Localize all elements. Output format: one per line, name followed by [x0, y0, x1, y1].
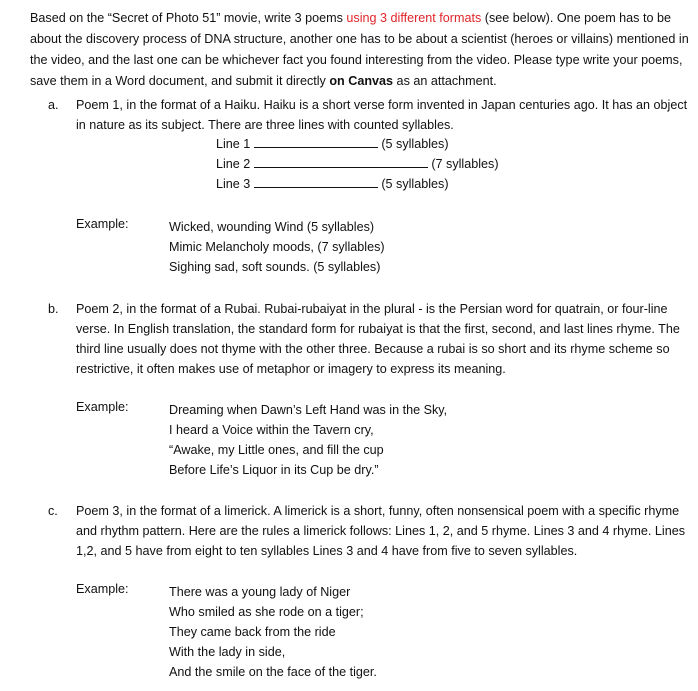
example-line: And the smile on the face of the tiger. [169, 665, 377, 679]
example-label-a: Example: [76, 217, 129, 231]
example-line: Before Life’s Liquor in its Cup be dry.” [169, 463, 379, 477]
haiku-line-label: Line 3 [216, 177, 251, 191]
example-c [169, 582, 377, 682]
intro-text-middle: (see below). One poem has to be about the discovery process of DNA structure, another one has to be about a scientist (heroes or villains) mentioned in the video, and the last one can be whichever fact you found interesting from the video. Please type write your poems, save them in a Word document, and submit it directly [30, 11, 689, 88]
example-line: Dreaming when Dawn’s Left Hand was in the Sky, [169, 403, 448, 417]
intro-highlight: using 3 different formats [346, 11, 482, 25]
section-b-marker: b. [48, 302, 59, 316]
example-label-c: Example: [76, 582, 129, 596]
example-line: With the lady in side, [169, 645, 286, 659]
haiku-line-note: (5 syllables) [381, 137, 449, 151]
haiku-line-note: (5 syllables) [381, 177, 449, 191]
example-a [169, 217, 385, 277]
blank-line [254, 135, 378, 148]
haiku-line-row-3 [216, 175, 449, 195]
section-c-marker: c. [48, 504, 58, 518]
example-line: I heard a Voice within the Tavern cry, [169, 423, 374, 437]
section-c-text: Poem 3, in the format of a limerick. A limerick is a short, funny, often nonsensical poem with a specific rhyme and rhythm pattern. Here are the rules a limerick follows: Lines 1, 2, and 5 rhyme. Lines 3 and 4 rhyme. Lines 1,2, and 5 have from eight to ten syllables Lines 3 and 4 have from five to seven syllables. [76, 504, 686, 558]
intro-paragraph [30, 8, 690, 92]
section-a-text: Poem 1, in the format of a Haiku. Haiku is a short verse form invented in Japan centuries ago. It has an object in nature as its subject. There are three lines with counted syllables. [76, 98, 688, 132]
example-line: Sighing sad, soft sounds. (5 syllables) [169, 260, 381, 274]
haiku-line-label: Line 1 [216, 137, 251, 151]
intro-text-end: as an attachment. [393, 74, 497, 88]
haiku-line-row-2 [216, 155, 499, 175]
example-line: There was a young lady of Niger [169, 585, 351, 599]
example-line: They came back from the ride [169, 625, 336, 639]
blank-line [254, 155, 428, 168]
intro-text-start: Based on the “Secret of Photo 51” movie, write 3 poems [30, 11, 347, 25]
example-line: “Awake, my Little ones, and fill the cup [169, 443, 384, 457]
example-line: Mimic Melancholy moods, (7 syllables) [169, 240, 385, 254]
intro-canvas-bold: on Canvas [329, 74, 394, 88]
haiku-line-note: (7 syllables) [431, 157, 499, 171]
example-b [169, 400, 447, 480]
section-a-marker: a. [48, 98, 59, 112]
haiku-line-row-1 [216, 135, 449, 155]
section-b-text: Poem 2, in the format of a Rubai. Rubai-rubaiyat in the plural - is the Persian word for quatrain, or four-line verse. In English translation, the standard form for rubaiyat is that the first, second, and last lines rhyme. The third line usually does not thyme with the other three. Because a rubai is so short and its rhyme scheme so restrictive, it often makes use of metaphor or imagery to express its meaning. [76, 302, 680, 376]
example-label-b: Example: [76, 400, 129, 414]
example-line: Wicked, wounding Wind (5 syllables) [169, 220, 375, 234]
blank-line [254, 175, 378, 188]
haiku-line-label: Line 2 [216, 157, 251, 171]
example-line: Who smiled as she rode on a tiger; [169, 605, 364, 619]
